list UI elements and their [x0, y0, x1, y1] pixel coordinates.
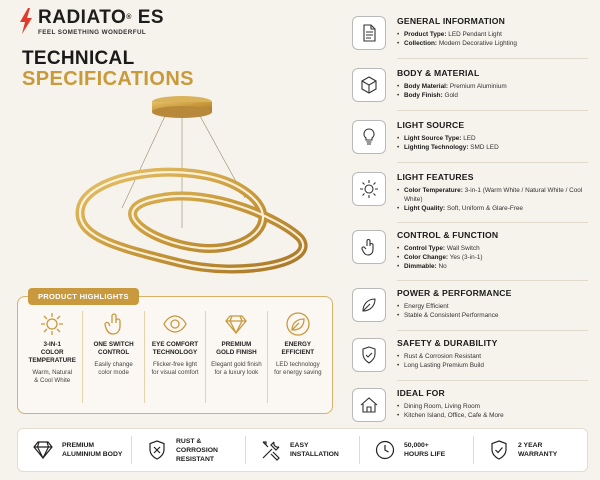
- spec-item: • Kitchen Island, Office, Cafe & More: [397, 411, 588, 420]
- divider: [397, 330, 588, 331]
- highlight-name: EYE COMFORT TECHNOLOGY: [151, 341, 199, 356]
- spec-item: • Body Material: Premium Aluminium: [397, 82, 588, 91]
- spec-item: • Rust & Corrosion Resistant: [397, 352, 588, 361]
- highlight-desc: Flicker-free light for visual comfort: [151, 361, 199, 376]
- touch-icon: [101, 311, 127, 337]
- feature-hours-life: [360, 436, 474, 464]
- spec-item: • Collection: Modern Decorative Lighting: [397, 39, 588, 48]
- shield-x-icon: [146, 439, 168, 461]
- highlight-desc: Easily change color mode: [94, 361, 133, 376]
- cube-icon: [359, 75, 379, 95]
- spec-item: • Lighting Technology: SMD LED: [397, 143, 588, 152]
- highlight-name: PREMIUM GOLD FINISH: [216, 341, 257, 356]
- divider: [397, 222, 588, 223]
- highlight-desc: Warm, Natural & Cool White: [32, 369, 73, 384]
- spec-icon-box: [352, 16, 386, 50]
- eye-icon: [162, 311, 188, 337]
- highlight-name: ENERGY EFFICIENT: [281, 341, 315, 356]
- feature-rust-resistant: [132, 436, 246, 464]
- spec-title: SAFETY & DURABILITY: [397, 338, 498, 348]
- spec-item: • Dimmable: No: [397, 262, 588, 271]
- spec-item: • Control Type: Wall Switch: [397, 244, 588, 253]
- spec-icon-box: [352, 388, 386, 422]
- highlight-item: [22, 311, 83, 403]
- spec-item: • Light Source Type: LED: [397, 134, 588, 143]
- spec-icon-box: [352, 230, 386, 264]
- leaf-icon: [285, 311, 311, 337]
- spec-icon-box: [352, 338, 386, 372]
- spec-icon-box: [352, 120, 386, 154]
- spec-item: • Stable & Consistent Performance: [397, 311, 588, 320]
- lightning-bolt-icon: [18, 8, 34, 34]
- shield-icon: [359, 345, 379, 365]
- highlight-item: [268, 311, 328, 403]
- sun-icon: [39, 311, 65, 337]
- bulb-icon: [359, 127, 379, 147]
- highlight-desc: LED technology for energy saving: [274, 361, 322, 376]
- highlight-item: [83, 311, 144, 403]
- spec-item: • Body Finish: Gold: [397, 91, 588, 100]
- features-bar: [17, 428, 588, 472]
- page-title-line1: TECHNICAL: [22, 48, 135, 69]
- spec-item: • Long Lasting Premium Build: [397, 361, 588, 370]
- warranty-icon: [488, 439, 510, 461]
- clock-icon: [374, 439, 396, 461]
- feature-label: 50,000+ HOURS LIFE: [404, 442, 446, 458]
- spec-item: • Product Type: LED Pendant Light: [397, 30, 588, 39]
- divider: [397, 162, 588, 163]
- divider: [397, 58, 588, 59]
- feature-label: 2 YEAR WARRANTY: [518, 442, 558, 458]
- brand-name: RADIATO® ES: [38, 7, 165, 28]
- spec-item: • Light Quality: Soft, Uniform & Glare-Free: [397, 204, 588, 213]
- leaf-icon: [359, 295, 379, 315]
- highlights-title: PRODUCT HIGHLIGHTS: [28, 288, 139, 305]
- sun-icon: [359, 179, 379, 199]
- spec-title: IDEAL FOR: [397, 388, 445, 398]
- spec-icon-box: [352, 68, 386, 102]
- product-highlights-panel: [17, 292, 333, 414]
- feature-premium-aluminium: [18, 436, 132, 464]
- highlight-name: ONE SWITCH CONTROL: [93, 341, 134, 356]
- spec-title: CONTROL & FUNCTION: [397, 230, 499, 240]
- highlight-desc: Elegant gold finish for a luxury look: [211, 361, 262, 376]
- feature-warranty: [474, 436, 587, 464]
- touch-icon: [359, 237, 379, 257]
- spec-title: GENERAL INFORMATION: [397, 16, 506, 26]
- diamond-icon: [223, 311, 249, 337]
- divider: [397, 280, 588, 281]
- spec-item: • Dining Room, Living Room: [397, 402, 588, 411]
- feature-label: EASY INSTALLATION: [290, 442, 339, 458]
- page-title-line2: SPECIFICATIONS: [22, 68, 194, 90]
- highlight-item: [145, 311, 206, 403]
- spec-icon-box: [352, 288, 386, 322]
- diamond-icon: [32, 439, 54, 461]
- feature-label: PREMIUM ALUMINIUM BODY: [62, 442, 123, 458]
- feature-easy-installation: [246, 436, 360, 464]
- pendant-lamp-image: [40, 88, 330, 293]
- highlight-name: 3-IN-1 COLOR TEMPERATURE: [28, 341, 76, 364]
- spec-item: • Color Change: Yes (3-in-1): [397, 253, 588, 262]
- divider: [397, 110, 588, 111]
- spec-icon-box: [352, 172, 386, 206]
- home-icon: [359, 395, 379, 415]
- tools-icon: [260, 439, 282, 461]
- divider: [397, 380, 588, 381]
- brand-tagline: FEEL SOMETHING WONDERFUL: [38, 29, 147, 36]
- spec-title: LIGHT FEATURES: [397, 172, 474, 182]
- spec-title: LIGHT SOURCE: [397, 120, 465, 130]
- spec-item: • Color Temperature: 3-in-1 (Warm White / Natural White / Cool White): [397, 186, 588, 204]
- spec-title: BODY & MATERIAL: [397, 68, 480, 78]
- brand-logo: [18, 8, 164, 36]
- document-icon: [359, 23, 379, 43]
- spec-title: POWER & PERFORMANCE: [397, 288, 512, 298]
- spec-item: • Energy Efficient: [397, 302, 588, 311]
- highlight-item: [206, 311, 267, 403]
- feature-label: RUST & CORROSION RESISTANT: [176, 437, 218, 463]
